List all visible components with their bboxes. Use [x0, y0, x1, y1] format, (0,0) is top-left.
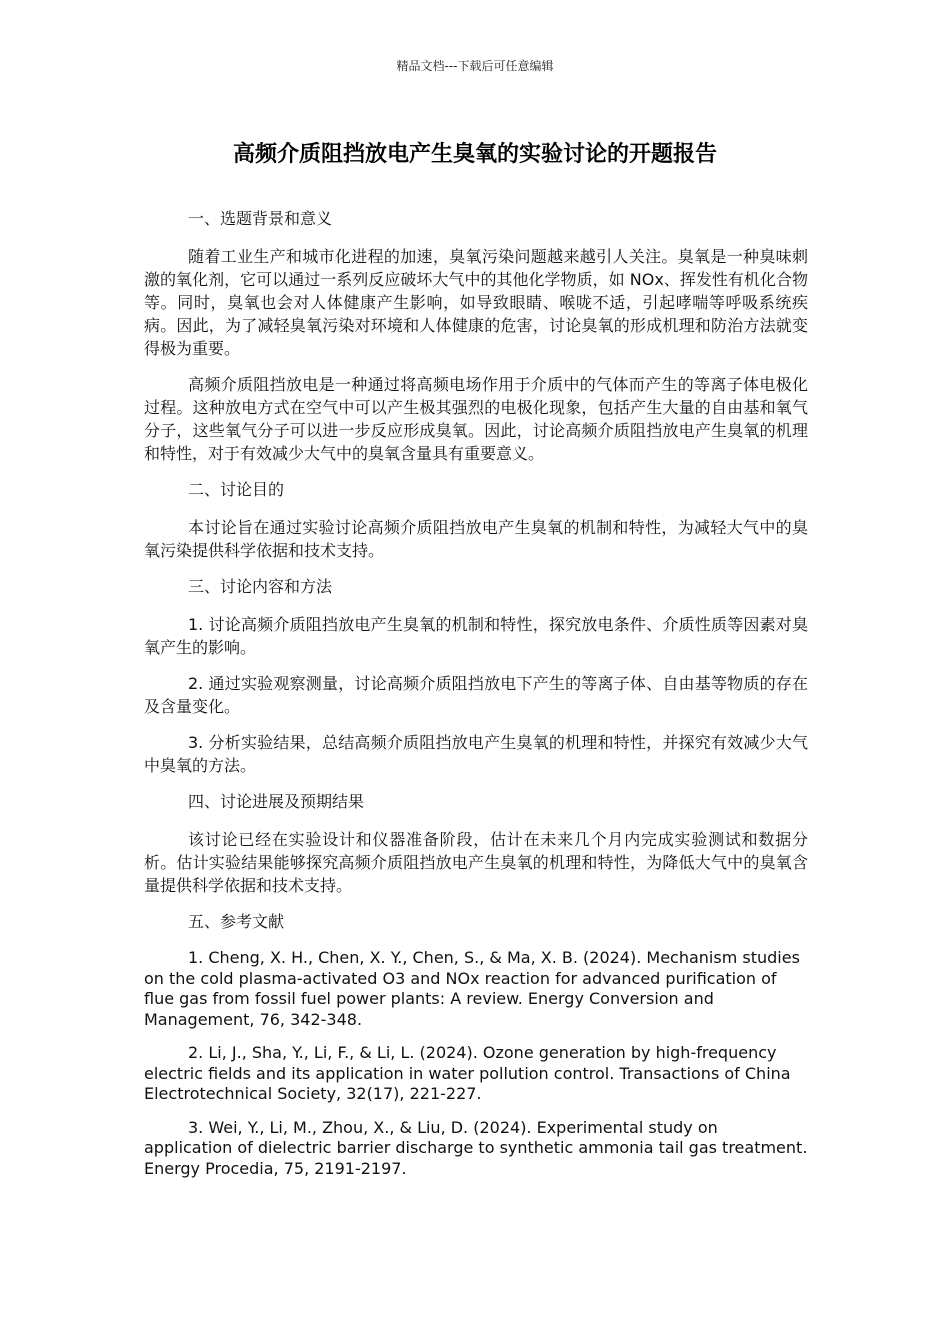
paragraph: 随着工业生产和城市化进程的加速，臭氧污染问题越来越引人关注。臭氧是一种臭味刺激的氧化剂，它可以通过一系列反应破坏大气中的其他化学物质，如 NOx、挥发性有机化合物等。同时，臭氧也会对人体健康产生影响，如导致眼睛、喉咙不适，引起哮喘等呼吸系统疾病。因此，为了减轻臭氧污染对环境和人体健康的危害，讨论臭氧的形成机理和防治方法就变得极为重要。: [144, 247, 808, 358]
list-item: 3. 分析实验结果，总结高频介质阻挡放电产生臭氧的机理和特性，并探究有效减少大气中臭氧的方法。: [144, 733, 808, 775]
section-heading: 一、选题背景和意义: [188, 209, 333, 228]
reference-item: 3. Wei, Y., Li, M., Zhou, X., & Liu, D. (2024). Experimental study on application of dielectric barrier discharge to synthetic ammonia tail gas treatment. Energy Procedia, 75, 2191-2197.: [144, 1117, 808, 1178]
paragraph: 高频介质阻挡放电是一种通过将高频电场作用于介质中的气体而产生的等离子体电极化过程。这种放电方式在空气中可以产生极其强烈的电极化现象，包括产生大量的自由基和氧气分子，这些氧气分子可以进一步反应形成臭氧。因此，讨论高频介质阻挡放电产生臭氧的机理和特性，对于有效减少大气中的臭氧含量具有重要意义。: [144, 375, 808, 463]
section-heading: 二、讨论目的: [188, 480, 285, 499]
reference-item: 2. Li, J., Sha, Y., Li, F., & Li, L. (2024). Ozone generation by high-frequency electric fields and its application in water pollution control. Transactions of China Electrotechnical Society, 32(17), 221-227.: [144, 1043, 791, 1103]
header-note: 精品文档---下载后可任意编辑: [396, 59, 554, 73]
reference-item: 1. Cheng, X. H., Chen, X. Y., Chen, S., & Ma, X. B. (2024). Mechanism studies on the cold plasma-activated O3 and NOx reaction for advanced purification of flue gas from fossil fuel power plants: A review. Energy Conversion and Management, 76, 342-348.: [144, 948, 800, 1029]
section-heading: 四、讨论进展及预期结果: [188, 792, 365, 811]
document-body: [144, 207, 808, 1192]
document-title: 高频介质阻挡放电产生臭氧的实验讨论的开题报告: [232, 142, 717, 167]
list-item: 2. 通过实验观察测量，讨论高频介质阻挡放电下产生的等离子体、自由基等物质的存在及含量变化。: [144, 674, 808, 716]
section-heading: 五、参考文献: [188, 912, 285, 931]
list-item: 1. 讨论高频介质阻挡放电产生臭氧的机制和特性，探究放电条件、介质性质等因素对臭氧产生的影响。: [144, 615, 808, 657]
paragraph: 本讨论旨在通过实验讨论高频介质阻挡放电产生臭氧的机制和特性，为减轻大气中的臭氧污染提供科学依据和技术支持。: [144, 518, 808, 560]
paragraph: 该讨论已经在实验设计和仪器准备阶段，估计在未来几个月内完成实验测试和数据分析。估计实验结果能够探究高频介质阻挡放电产生臭氧的机理和特性，为降低大气中的臭氧含量提供科学依据和技术支持。: [144, 830, 808, 895]
section-heading: 三、讨论内容和方法: [188, 577, 333, 596]
